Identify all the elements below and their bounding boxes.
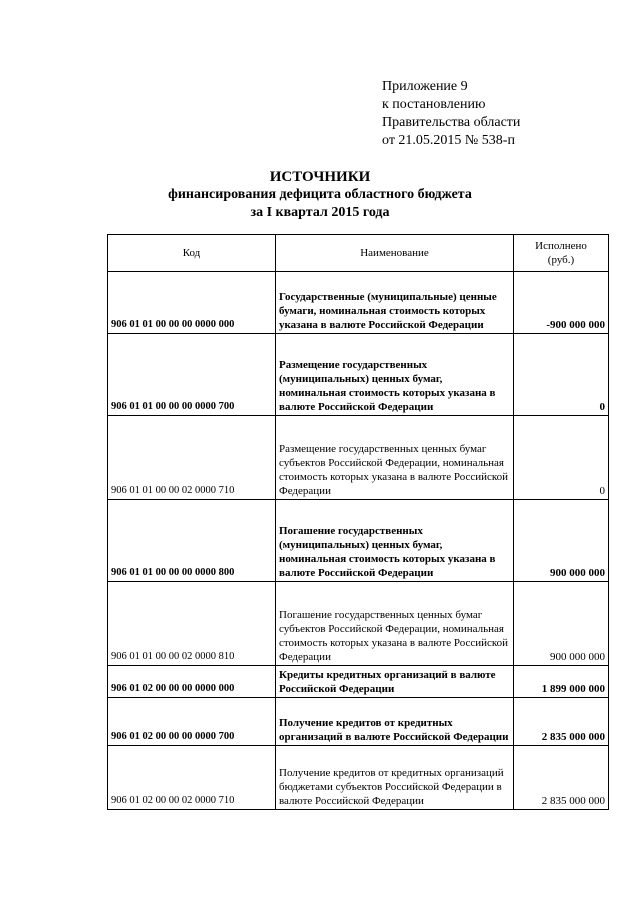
row-code: 906 01 01 00 00 00 0000 700 [108,334,276,416]
row-name: Получение кредитов от кредитных организаций бюджетами субъектов Российской Федерации в валюте Российской Федерации [276,746,514,810]
table-row [108,666,609,698]
row-value: 900 000 000 [514,582,609,666]
header-name: Наименование [276,235,514,272]
table-row [108,334,609,416]
table-row [108,272,609,334]
row-code: 906 01 01 00 00 00 0000 000 [108,272,276,334]
row-value: 900 000 000 [514,500,609,582]
header-value-line-1: Исполнено [535,240,587,252]
row-code: 906 01 02 00 00 02 0000 710 [108,746,276,810]
row-value: 0 [514,416,609,500]
row-value: 1 899 000 000 [514,666,609,698]
row-name: Размещение государственных (муниципальных) ценных бумаг, номинальная стоимость которых указана в валюте Российской Федерации [276,334,514,416]
row-code: 906 01 02 00 00 00 0000 700 [108,698,276,746]
row-value: 2 835 000 000 [514,698,609,746]
row-code: 906 01 01 00 00 00 0000 800 [108,500,276,582]
title-line-1: ИСТОЧНИКИ [269,169,371,185]
row-value: 0 [514,334,609,416]
appendix-line: Правительства области [382,115,521,130]
document-title [0,168,640,222]
title-line-2: финансирования дефицита областного бюджета [168,187,472,202]
table-row [108,698,609,746]
appendix-line: к постановлению [382,97,486,112]
header-value [514,235,609,272]
header-value-line-2: (руб.) [547,254,575,266]
table-row [108,582,609,666]
row-name: Погашение государственных ценных бумаг субъектов Российской Федерации, номинальная стоимость которых указана в валюте Российской Федерации [276,582,514,666]
row-name: Кредиты кредитных организаций в валюте Российской Федерации [276,666,514,698]
row-name: Погашение государственных (муниципальных) ценных бумаг, номинальная стоимость которых указана в валюте Российской Федерации [276,500,514,582]
table-row [108,500,609,582]
appendix-line: Приложение 9 [382,79,468,94]
appendix-note [382,78,520,150]
row-name: Размещение государственных ценных бумаг субъектов Российской Федерации, номинальная стоимость которых указана в валюте Российской Федерации [276,416,514,500]
row-name: Получение кредитов от кредитных организаций в валюте Российской Федерации [276,698,514,746]
appendix-line: от 21.05.2015 № 538-п [382,133,515,148]
financing-sources-table [107,234,609,810]
table-row [108,746,609,810]
table-row [108,416,609,500]
row-code: 906 01 01 00 00 02 0000 710 [108,416,276,500]
row-name: Государственные (муниципальные) ценные бумаги, номинальная стоимость которых указана в валюте Российской Федерации [276,272,514,334]
row-value: -900 000 000 [514,272,609,334]
row-code: 906 01 01 00 00 02 0000 810 [108,582,276,666]
header-code: Код [108,235,276,272]
title-line-3: за I квартал 2015 года [250,205,390,220]
row-value: 2 835 000 000 [514,746,609,810]
row-code: 906 01 02 00 00 00 0000 000 [108,666,276,698]
table-header-row [108,235,609,272]
